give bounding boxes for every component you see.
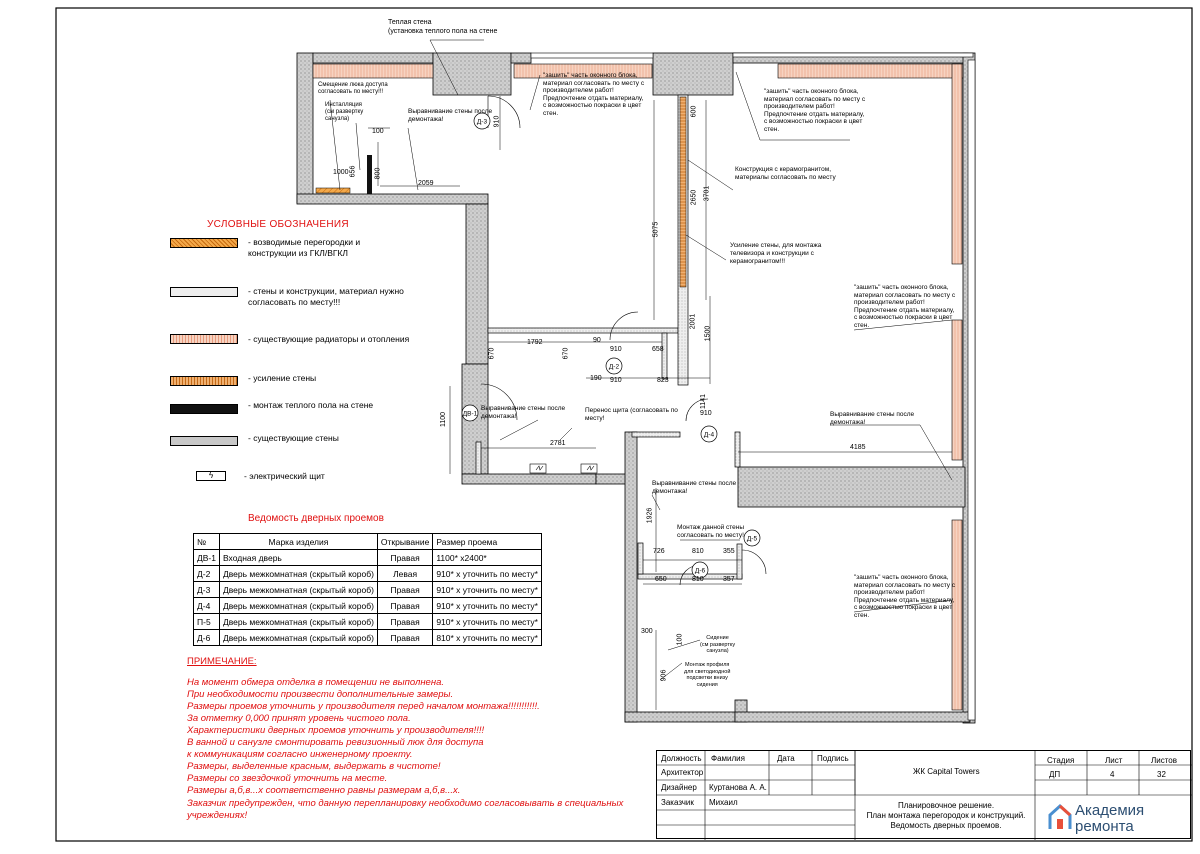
label-profile: Монтаж профиля для светодиодной подсветки внизу сидения [684,662,731,688]
dim: 906 [660,669,668,682]
dim: 658 [652,346,664,353]
warm-floor-wall [367,155,372,194]
dim: 910 [493,115,501,128]
dim: 357 [723,576,735,583]
table-cell: Д-6 [194,630,220,646]
label-reinforce: Усиление стены, для монтажа телевизора и конструкции с керамогранитом!!! [730,242,822,265]
notes-body: На момент обмера отделка в помещении не выполнена. При необходимости произвести дополнительные замеры. Размеры проемов уточнить у производителя перед началом монтажа!!!!!!!!!!!. За отметку 0,000 принят уровень чистого пола. Характеристики дверных проемов уточнить у производителя!!!! В ванной и санузле смонтировать ревизионный люк для доступа к коммуникациям согласно инженерному проекту. Размеры, выделенные красным, выдержать в чистоте! Размеры со звездочкой уточнить на месте. Размеры а,б,в...х соответственно равны размерам а,б,в...х. [187,677,540,796]
label-warm-wall: Теплая стена (установка теплого пола на стене [388,19,498,35]
table-cell: 910* х уточнить по месту* [433,582,542,598]
label-hatch-shift: Смещение люка доступа согласовать по месту!!! [318,82,388,95]
table-row [194,630,542,646]
dim: 910 [610,346,622,353]
stamp-col-header: Должность [661,754,702,763]
legend-swatch-partition [170,238,238,248]
door-schedule-title: Ведомость дверных проемов [248,513,384,524]
table-row [194,614,542,630]
house-logo-icon [1047,803,1073,831]
table-cell: Дверь межкомнатная (скрытый короб) [219,566,377,582]
dim: 810 [692,548,704,555]
logo-text: ремонта [1075,818,1134,835]
table-cell: Левая [377,566,432,582]
door-schedule-table [193,533,542,646]
door-tag-d5: Д-5 [746,535,758,543]
stamp-sheet-value: ДП [1049,770,1061,779]
notes-warning: Заказчик предупрежден, что данную перепланировку необходимо согласовывать в специальных учреждениях! [187,798,624,821]
dim: 656 [349,165,357,178]
table-row [194,582,542,598]
dim: 670 [562,347,570,360]
table-cell: Дверь межкомнатная (скрытый короб) [219,630,377,646]
stamp-name: Куртанова А. А. [709,783,767,792]
legend-item: - возводимые перегородки и конструкции из ГКЛ/ВГКЛ [248,237,361,258]
label-align-4: Выравнивание стены после демонтажа! [652,480,737,495]
dim: 1926 [646,507,654,524]
dim: 5075 [652,221,660,238]
legend-swatch-warm-floor [170,404,238,414]
partition-hatch-bath [316,188,350,193]
label-align-1: Выравнивание стены после демонтажа! [408,108,493,123]
table-cell: Дверь межкомнатная (скрытый короб) [219,582,377,598]
table-row [194,550,542,566]
stamp-project: ЖК Capital Towers [913,767,980,776]
dim: 90 [593,337,601,344]
table-cell: П-5 [194,614,220,630]
door-tag-dv1: ДВ-1 [462,410,478,418]
door-tag-d3: Д-3 [476,118,488,126]
stamp-sheet-value: 32 [1157,770,1166,779]
table-cell: Правая [377,630,432,646]
table-cell: Д-4 [194,598,220,614]
dim: 2650 [690,189,698,206]
dim: 670 [488,347,496,360]
table-row [194,598,542,614]
table-cell: Дверь межкомнатная (скрытый короб) [219,598,377,614]
dim: 600 [690,105,698,118]
dim: 910 [700,410,712,417]
legend-swatch-existing-wall [170,436,238,446]
table-cell: 910* х уточнить по месту* [433,614,542,630]
table-cell: Правая [377,550,432,566]
logo [1045,801,1190,837]
door-tag-d2: Д-2 [608,363,620,371]
stamp-col-header: Подпись [817,754,849,763]
label-installation: Инсталляция (см развертку санузла) [325,102,364,122]
stamp-sheet-header: Стадия [1047,756,1075,765]
col-header: № [194,534,220,550]
dim: 300 [641,628,653,635]
table-cell: Д-3 [194,582,220,598]
legend-item: - усиление стены [248,373,317,383]
dim: 1100 [440,411,448,428]
label-sew-window-2: "зашить" часть оконного блока, материал согласовать по месту с производителем работ! Предпочтение отдать материалу, с возможностью покраски в цвет стен. [764,88,866,133]
stamp-col-header: Дата [777,754,795,763]
electric-panel-icon: ϟ [209,471,214,480]
dim: 1500 [704,325,712,342]
windows [531,53,975,720]
table-cell: 810* х уточнить по месту* [433,630,542,646]
dim: 100 [372,128,384,135]
table-cell: ДВ-1 [194,550,220,566]
dim: 1141 [700,393,708,410]
label-align-3: Выравнивание стены после демонтажа! [481,405,566,420]
col-header: Открывание [377,534,432,550]
table-cell: 1100* х2400* [433,550,542,566]
label-move-panel: Перенос щита (согласовать по месту! [585,407,678,422]
table-cell: 910* х уточнить по месту* [433,566,542,582]
table-cell: Правая [377,598,432,614]
dim: 2781 [550,440,566,447]
stamp-sheet-header: Листов [1151,756,1177,765]
dim: 190 [590,375,602,382]
table-cell: Правая [377,582,432,598]
stamp-description: Планировочное решение. План монтажа перегородок и конструкций. Ведомость дверных проемов. [866,801,1026,830]
table-header-row [194,534,542,550]
dim: 3701 [703,185,711,202]
dim: 2001 [689,313,697,330]
stamp-role: Дизайнер [661,783,697,792]
legend-swatch-reinforce [170,376,238,386]
wall-reinforcement [680,97,686,287]
dim: 910 [610,377,622,384]
legend-item: - существующие радиаторы и отопления [248,334,410,344]
table-cell: Д-2 [194,566,220,582]
table-cell: Входная дверь [219,550,377,566]
legend-title: УСЛОВНЫЕ ОБОЗНАЧЕНИЯ [207,219,349,230]
dim: 100 [676,633,684,646]
dim: 726 [653,548,665,555]
dim: 650 [655,576,667,583]
dim: 2059 [418,180,434,187]
legend-swatch-panel [196,471,226,481]
door-swings [481,96,766,585]
electric-panels [530,464,597,473]
legend-item: - электрический щит [244,471,325,481]
dim: 355 [723,548,735,555]
door-tag-d6: Д-6 [694,567,706,575]
stamp-role: Архитектор [661,768,704,777]
stamp-role: Заказчик [661,798,694,807]
title-block [656,750,1191,839]
label-sew-window-1: "зашить" часть оконного блока, материал согласовать по месту с производителем работ! Предпочтение отдать материалу, с возможностью покраски в цвет стен. [543,72,645,117]
legend-item: - монтаж теплого пола на стене [248,400,374,410]
dim: 800 [374,167,382,180]
stamp-col-header: Фамилия [711,754,745,763]
legend-swatch-radiator [170,334,238,344]
legend-swatch-walls-tbd [170,287,238,297]
dim: 823 [657,377,669,384]
table-cell: Правая [377,614,432,630]
stamp-sheet-value: 4 [1110,770,1115,779]
table-row [194,566,542,582]
dim: 1000 [333,169,349,176]
notes-heading: ПРИМЕЧАНИЕ: [187,656,257,667]
label-sew-window-4: "зашить" часть оконного блока, материал согласовать по месту с производителем работ! Предпочтение отдать материалу, с возможностью покраски в цвет стен. [854,574,956,619]
table-cell: Дверь межкомнатная (скрытый короб) [219,614,377,630]
stamp-name: Михаил [709,798,738,807]
legend-item: - существующие стены [248,433,339,443]
label-seat: Сидение (см развертку санузла) [700,635,736,654]
legend-item: - стены и конструкции, материал нужно согласовать по месту!!! [248,286,404,307]
label-align-2: Выравнивание стены после демонтажа! [830,411,915,426]
door-tag-d4: Д-4 [703,431,715,439]
label-porcelain: Конструкция с керамогранитом, материалы согласовать по месту [735,166,836,181]
col-header: Размер проема [433,534,542,550]
stamp-sheet-header: Лист [1105,756,1123,765]
dim: 810 [692,576,704,583]
col-header: Марка изделия [219,534,377,550]
table-cell: 910* х уточнить по месту* [433,598,542,614]
dim: 4185 [850,444,866,451]
partition-walls [476,95,745,579]
dim: 1792 [527,339,543,346]
label-sew-window-3: "зашить" часть оконного блока, материал согласовать по месту с производителем работ! Предпочтение отдать материалу, с возможностью покраски в цвет стен. [854,284,956,329]
logo-text: Академия [1075,802,1145,819]
label-frame-walls: Монтаж данной стены согласовать по месту! [677,524,745,539]
